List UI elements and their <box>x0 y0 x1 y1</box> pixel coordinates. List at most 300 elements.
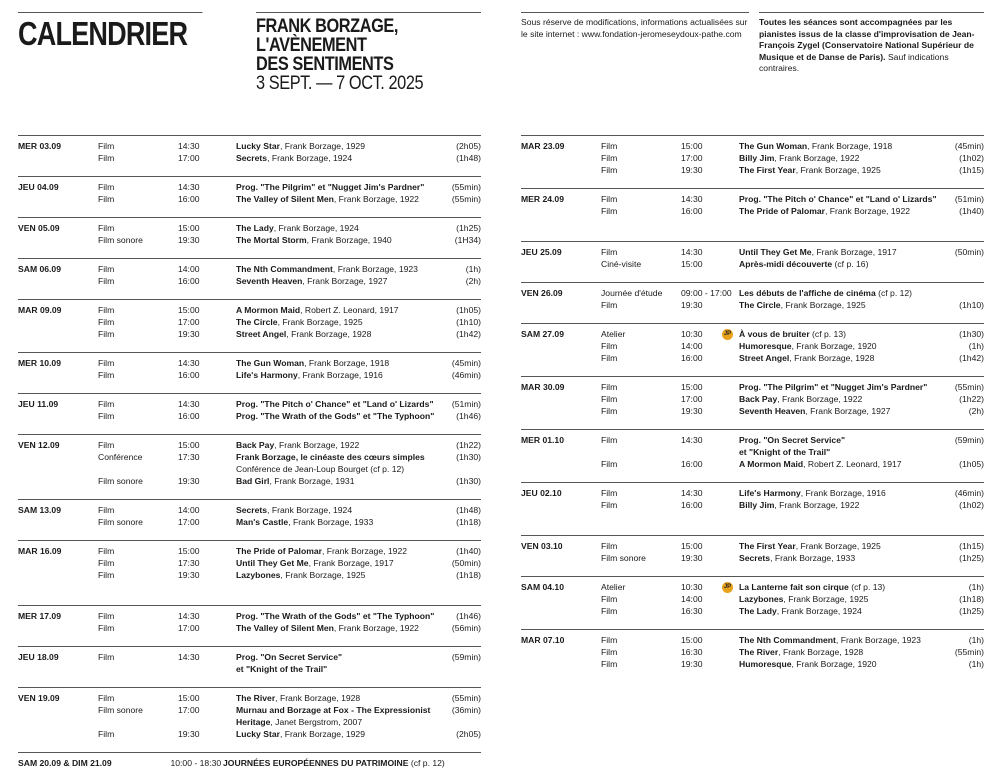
film-credit: , Frank Borzage, 1925 <box>780 300 866 310</box>
event-title <box>739 634 944 646</box>
event-type: Film sonore <box>98 235 143 245</box>
day-label: SAM 04.10 <box>521 582 564 592</box>
event-time: 17:00 <box>178 705 200 715</box>
film-title: Secrets <box>236 153 268 163</box>
event-title <box>739 205 944 217</box>
event-row <box>18 692 481 704</box>
event-time: 10:30 <box>681 582 703 592</box>
event-row <box>521 552 984 564</box>
film-credit: (cf p. 13) <box>848 582 886 592</box>
event-row <box>18 622 481 634</box>
event-duration: (1h02) <box>959 500 984 510</box>
pianists-note <box>759 12 984 75</box>
event-row <box>521 446 984 458</box>
event-title <box>236 263 441 275</box>
program-title <box>256 12 481 93</box>
event-row <box>18 569 481 581</box>
film-title: Prog. "The Pilgrim" et "Nugget Jim's Pardner" <box>236 182 425 192</box>
day-label <box>18 557 98 569</box>
day-label: MAR 07.10 <box>521 635 565 645</box>
event-row <box>18 704 481 716</box>
day-label <box>521 646 601 658</box>
event-title <box>739 593 944 605</box>
event-row <box>18 463 481 475</box>
event-duration: (1h25) <box>959 606 984 616</box>
film-credit: , Frank Borzage, 1927 <box>805 406 891 416</box>
film-credit: , Frank Borzage, 1925 <box>280 570 366 580</box>
event-type: Film <box>601 300 618 310</box>
event-row <box>18 475 481 487</box>
event-duration: (55min) <box>451 194 481 204</box>
event-row <box>18 504 481 516</box>
event-type: Film sonore <box>98 517 143 527</box>
event-row <box>521 646 984 658</box>
event-duration: (1h48) <box>456 153 481 163</box>
event-duration: (50min) <box>954 247 984 257</box>
film-title: et "Knight of the Trail" <box>739 447 831 457</box>
event-time: 17:00 <box>178 517 200 527</box>
event-row <box>521 352 984 364</box>
event-row <box>18 557 481 569</box>
film-credit: , Frank Borzage, 1928 <box>789 353 875 363</box>
event-time: 16:30 <box>681 647 703 657</box>
pianists-note-rest: Sauf indications contraires. <box>759 51 949 73</box>
film-title: The First Year <box>739 541 796 551</box>
event-row <box>521 581 984 593</box>
event-type: Film <box>601 141 618 151</box>
film-credit: Conférence de Jean-Loup Bourget (cf p. 12) <box>236 464 405 474</box>
event-time: 14:00 <box>178 264 200 274</box>
event-type: Film <box>98 611 115 621</box>
event-type: Film <box>601 594 618 604</box>
event-duration: (55min) <box>954 382 984 392</box>
event-row <box>521 634 984 646</box>
day-block <box>18 687 481 752</box>
film-title: The Valley of Silent Men <box>236 194 334 204</box>
event-time: 15:00 <box>681 141 703 151</box>
film-title: Bad Girl <box>236 476 270 486</box>
event-duration: (1h40) <box>959 206 984 216</box>
day-label <box>18 728 98 740</box>
film-title: Lucky Star <box>236 141 280 151</box>
event-title <box>739 352 944 364</box>
film-title: Après-midi découverte <box>739 259 833 269</box>
event-duration: (1h18) <box>456 570 481 580</box>
event-time: 14:30 <box>681 435 703 445</box>
day-block <box>18 258 481 299</box>
event-time: 17:00 <box>178 317 200 327</box>
day-label <box>521 499 601 511</box>
event-type: Film <box>98 141 115 151</box>
film-title: Prog. "The Wrath of the Gods" et "The Typhoon" <box>236 611 435 621</box>
film-credit: , Frank Borzage, 1924 <box>273 223 359 233</box>
film-credit: , Robert Z. Leonard, 1917 <box>300 305 399 315</box>
event-title <box>739 140 944 152</box>
event-type <box>98 716 178 728</box>
event-duration: (45min) <box>451 358 481 368</box>
event-duration: (2h) <box>968 406 984 416</box>
event-title <box>236 222 441 234</box>
event-row <box>18 222 481 234</box>
film-title: The Gun Woman <box>236 358 305 368</box>
day-label: MAR 23.09 <box>521 141 565 151</box>
film-title: Les débuts de l'affiche de cinéma <box>739 288 876 298</box>
event-title <box>236 398 441 410</box>
event-time: 16:00 <box>178 276 200 286</box>
film-title: Seventh Heaven <box>236 276 303 286</box>
day-label: MER 01.10 <box>521 435 564 445</box>
event-time: 09:00 - 17:00 <box>681 288 732 298</box>
day-label: VEN 03.10 <box>521 541 563 551</box>
event-type: Film <box>98 194 115 204</box>
film-title: The Circle <box>739 300 781 310</box>
day-label: SAM 06.09 <box>18 264 61 274</box>
film-title: Lazybones <box>236 570 281 580</box>
film-title: Life's Harmony <box>739 488 801 498</box>
event-row <box>521 540 984 552</box>
day-label: MER 03.09 <box>18 141 61 151</box>
event-row <box>521 193 984 205</box>
event-time: 16:00 <box>178 194 200 204</box>
day-block <box>18 434 481 499</box>
event-title <box>739 540 944 552</box>
event-title <box>236 304 441 316</box>
day-label <box>18 234 98 246</box>
event-row <box>18 304 481 316</box>
event-duration <box>441 716 481 728</box>
event-duration: (1h18) <box>456 517 481 527</box>
event-title <box>236 152 441 164</box>
film-credit: , Frank Borzage, 1922 <box>333 194 419 204</box>
event-row <box>18 716 481 728</box>
event-row <box>521 658 984 670</box>
program-title-line1: FRANK BORZAGE, <box>256 16 398 37</box>
event-title <box>739 646 944 658</box>
event-duration: (1h48) <box>456 505 481 515</box>
event-title <box>236 663 441 675</box>
event-title <box>236 569 441 581</box>
event-title <box>236 275 441 287</box>
event-type: Film <box>98 558 115 568</box>
event-row <box>18 357 481 369</box>
event-row <box>521 152 984 164</box>
film-title: Until They Get Me <box>236 558 309 568</box>
day-label: JEU 02.10 <box>521 488 562 498</box>
event-row <box>18 234 481 246</box>
day-label <box>18 193 98 205</box>
program-title-line2: L'AVÈNEMENT <box>256 35 367 56</box>
day-block <box>521 535 984 576</box>
event-time: 16:00 <box>178 411 200 421</box>
film-title: Prog. "On Secret Service" <box>739 435 846 445</box>
program-title-line3: DES SENTIMENTS <box>256 54 394 75</box>
event-type <box>98 663 178 675</box>
event-time: 10:30 <box>681 329 703 339</box>
day-label <box>521 164 601 176</box>
day-block <box>18 217 481 258</box>
event-type: Film <box>601 541 618 551</box>
film-title: Street Angel <box>739 353 790 363</box>
event-row <box>18 193 481 205</box>
day-label <box>18 516 98 528</box>
event-type: Film <box>98 264 115 274</box>
event-duration: (56min) <box>451 623 481 633</box>
film-credit: , Frank Borzage, 1920 <box>791 341 877 351</box>
day-label <box>18 463 98 475</box>
day-label <box>18 704 98 716</box>
event-row <box>521 340 984 352</box>
film-credit: , Frank Borzage, 1922 <box>824 206 910 216</box>
event-row <box>18 263 481 275</box>
day-block <box>18 393 481 434</box>
film-title: Street Angel <box>236 329 287 339</box>
event-type: Atelier <box>601 582 626 592</box>
event-title <box>223 757 445 769</box>
event-type: Film <box>601 606 618 616</box>
day-block <box>521 188 984 241</box>
event-title <box>739 552 944 564</box>
film-credit: , Frank Borzage, 1925 <box>783 594 869 604</box>
film-title: The Pride of Palomar <box>236 546 322 556</box>
event-time: 16:00 <box>681 206 703 216</box>
event-title <box>739 487 944 499</box>
day-label <box>18 328 98 340</box>
update-note: Sous réserve de modifications, informations actualisées sur le site internet : www.fondation-jeromeseydoux-pathe.com <box>521 12 749 40</box>
event-duration: (1h22) <box>456 440 481 450</box>
day-label <box>18 622 98 634</box>
event-type: Film <box>601 635 618 645</box>
film-credit: , Frank Borzage, 1918 <box>807 141 893 151</box>
event-type: Film <box>98 411 115 421</box>
day-label: JEU 11.09 <box>18 399 59 409</box>
event-type: Conférence <box>98 452 143 462</box>
event-title <box>739 287 944 299</box>
film-credit: , Frank Borzage, 1922 <box>274 440 360 450</box>
day-label <box>18 716 98 728</box>
film-credit: , Frank Borzage, 1928 <box>778 647 864 657</box>
event-title <box>236 516 441 528</box>
day-label <box>18 569 98 581</box>
event-title <box>236 193 441 205</box>
film-credit: , Robert Z. Leonard, 1917 <box>803 459 902 469</box>
film-title: Humoresque <box>739 341 792 351</box>
day-block <box>18 135 481 176</box>
event-row <box>521 205 984 217</box>
event-type: Film <box>601 165 618 175</box>
event-duration: (1h46) <box>456 411 481 421</box>
left-column <box>18 135 481 781</box>
event-row <box>18 410 481 422</box>
event-type: Film <box>601 459 618 469</box>
day-label: VEN 26.09 <box>521 288 563 298</box>
event-type: Film <box>98 505 115 515</box>
event-time: 17:30 <box>178 452 200 462</box>
event-time: 19:30 <box>178 476 200 486</box>
event-title <box>236 140 441 152</box>
event-time: 19:30 <box>681 406 703 416</box>
event-duration <box>441 663 481 675</box>
event-time: 17:00 <box>178 623 200 633</box>
day-block <box>521 629 984 682</box>
event-type <box>98 463 178 475</box>
event-type: Film sonore <box>98 705 143 715</box>
film-title: A Mormon Maid <box>236 305 301 315</box>
event-type: Film <box>98 729 115 739</box>
film-title: Seventh Heaven <box>739 406 806 416</box>
event-row <box>18 316 481 328</box>
event-time: 19:30 <box>681 300 703 310</box>
event-row <box>18 610 481 622</box>
event-time: 19:30 <box>681 659 703 669</box>
film-title: Prog. "The Pitch o' Chance" et "Land o' Lizards" <box>739 194 937 204</box>
day-block <box>18 299 481 352</box>
event-time: 16:30 <box>681 606 703 616</box>
event-row <box>521 405 984 417</box>
event-time: 15:00 <box>178 440 200 450</box>
event-row <box>521 605 984 617</box>
event-title <box>739 299 944 311</box>
event-time <box>178 716 236 728</box>
event-duration: (1h42) <box>959 353 984 363</box>
event-type: Film sonore <box>98 476 143 486</box>
event-row <box>521 434 984 446</box>
film-title: The Pride of Palomar <box>739 206 825 216</box>
day-block <box>521 576 984 629</box>
film-title: The Nth Commandment <box>739 635 836 645</box>
event-duration: (1h40) <box>456 546 481 556</box>
event-duration: (1h) <box>968 341 984 351</box>
event-title <box>739 246 944 258</box>
event-type: Film <box>98 546 115 556</box>
event-title <box>236 728 441 740</box>
day-block <box>18 176 481 217</box>
event-row <box>18 275 481 287</box>
event-time: 15:00 <box>681 382 703 392</box>
event-type: Film <box>98 623 115 633</box>
day-label <box>521 352 601 364</box>
event-title <box>723 581 944 593</box>
event-duration <box>944 446 984 458</box>
day-label: JEU 25.09 <box>521 247 562 257</box>
event-type: Film <box>601 382 618 392</box>
event-type: Film <box>98 370 115 380</box>
event-time: 17:00 <box>178 153 200 163</box>
event-type: Film <box>98 317 115 327</box>
film-title: Man's Castle <box>236 517 289 527</box>
event-time: 15:00 <box>681 541 703 551</box>
jeune-public-badge: JP <box>722 329 733 340</box>
film-title: The Valley of Silent Men <box>236 623 334 633</box>
day-label <box>521 605 601 617</box>
film-credit: , Frank Borzage, 1922 <box>333 623 419 633</box>
event-row <box>18 757 481 769</box>
film-credit: , Frank Borzage, 1933 <box>770 553 856 563</box>
event-row <box>521 393 984 405</box>
film-credit: , Frank Borzage, 1927 <box>302 276 388 286</box>
event-time: 14:00 <box>178 505 200 515</box>
event-title <box>236 316 441 328</box>
event-title <box>739 152 944 164</box>
event-title <box>739 658 944 670</box>
event-duration: (1h42) <box>456 329 481 339</box>
event-type: Film <box>601 247 618 257</box>
page-title: CALENDRIER <box>18 12 203 53</box>
film-title: Murnau and Borzage at Fox - The Expressionist <box>236 705 431 715</box>
film-title: The Circle <box>236 317 278 327</box>
event-row <box>18 545 481 557</box>
event-time: 19:30 <box>178 729 200 739</box>
film-title: Secrets <box>739 553 771 563</box>
film-title: Until They Get Me <box>739 247 812 257</box>
event-duration: (1h25) <box>456 223 481 233</box>
event-time <box>681 446 739 458</box>
event-duration <box>944 287 984 299</box>
day-label: MER 24.09 <box>521 194 564 204</box>
day-label <box>521 152 601 164</box>
event-row <box>521 487 984 499</box>
film-credit: , Janet Bergstrom, 2007 <box>270 717 363 727</box>
film-title: Life's Harmony <box>236 370 298 380</box>
event-duration: (2h05) <box>456 729 481 739</box>
event-time: 16:00 <box>178 370 200 380</box>
film-credit: (cf p. 16) <box>832 259 869 269</box>
event-title <box>236 475 441 487</box>
event-row <box>18 140 481 152</box>
film-credit: , Frank Borzage, 1922 <box>777 394 863 404</box>
day-label: VEN 19.09 <box>18 693 60 703</box>
event-duration: (1h05) <box>456 305 481 315</box>
film-credit: , Frank Borzage, 1925 <box>795 541 881 551</box>
event-duration: (55min) <box>451 693 481 703</box>
event-time: 14:30 <box>178 182 200 192</box>
event-time: 19:30 <box>178 570 200 580</box>
event-row <box>521 140 984 152</box>
event-time: 19:30 <box>681 553 703 563</box>
day-block <box>18 605 481 646</box>
event-duration: (1h18) <box>959 594 984 604</box>
film-credit: (cf p. 12) <box>875 288 913 298</box>
event-type: Atelier <box>601 329 626 339</box>
day-label <box>18 663 98 675</box>
event-duration: (1h22) <box>959 394 984 404</box>
event-duration: (1h15) <box>959 541 984 551</box>
film-credit: , Frank Borzage, 1920 <box>791 659 877 669</box>
film-credit: , Frank Borzage, 1916 <box>297 370 383 380</box>
event-type: Film <box>98 652 115 662</box>
event-time: 15:00 <box>178 305 200 315</box>
event-type: Film <box>98 358 115 368</box>
event-duration: (50min) <box>451 558 481 568</box>
event-title <box>236 451 441 463</box>
event-type: Film sonore <box>601 553 646 563</box>
film-title: The Lady <box>236 223 274 233</box>
film-title: et "Knight of the Trail" <box>236 664 328 674</box>
event-duration: (59min) <box>451 652 481 662</box>
event-time <box>178 663 236 675</box>
event-duration <box>441 463 481 475</box>
film-title: Back Pay <box>739 394 778 404</box>
day-block <box>18 499 481 540</box>
event-type: Film <box>601 206 618 216</box>
film-credit: , Frank Borzage, 1925 <box>795 165 881 175</box>
film-title: Lazybones <box>739 594 784 604</box>
right-column <box>521 135 984 682</box>
event-row <box>521 258 984 270</box>
film-title: The First Year <box>739 165 796 175</box>
film-title: The Mortal Storm <box>236 235 307 245</box>
event-row <box>521 499 984 511</box>
event-duration: (1h) <box>968 659 984 669</box>
